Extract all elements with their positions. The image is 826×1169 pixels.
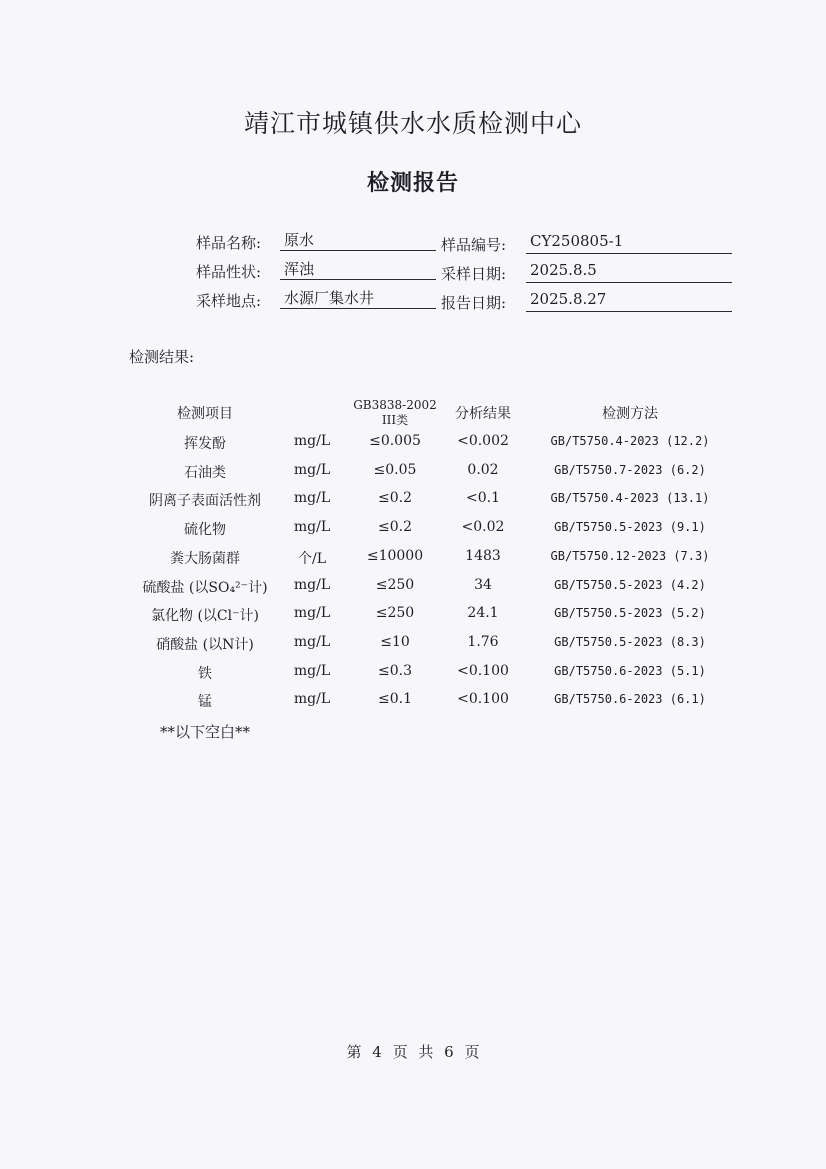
row-method: GB/T5750.5-2023 (5.2): [554, 606, 706, 620]
row-unit: mg/L: [293, 577, 331, 593]
sample-id-value: CY250805-1: [526, 232, 732, 254]
row-result: 34: [474, 577, 492, 593]
row-limit: ≤0.1: [378, 691, 412, 707]
row-item: 阴离子表面活性剂: [149, 493, 261, 509]
row-limit: ≤250: [375, 577, 415, 593]
row-item: 锰: [198, 694, 212, 710]
row-method: GB/T5750.12-2023 (7.3): [550, 549, 710, 563]
row-item: 石油类: [184, 465, 226, 481]
row-limit: ≤250: [375, 605, 415, 621]
sample-name-label: 样品名称:: [196, 234, 262, 252]
row-method: GB/T5750.5-2023 (8.3): [554, 635, 706, 649]
header-item: 检测项目: [177, 406, 233, 422]
sample-location-value: 水源厂集水井: [280, 287, 436, 309]
row-limit: ≤0.005: [369, 433, 421, 449]
row-item: 铁: [198, 666, 212, 682]
row-method: GB/T5750.4-2023 (12.2): [550, 434, 710, 448]
header-standard-line2: III类: [381, 413, 409, 427]
header-standard-line1: GB3838-2002: [353, 398, 437, 412]
row-result: <0.02: [461, 519, 505, 535]
row-limit: ≤0.2: [378, 490, 412, 506]
sample-state-value: 浑浊: [280, 258, 436, 280]
page-number: 第 4 页 共 6 页: [346, 1043, 480, 1061]
row-unit: mg/L: [293, 490, 331, 506]
row-limit: ≤0.2: [378, 519, 412, 535]
row-result: <0.100: [457, 691, 509, 707]
row-result: 24.1: [467, 605, 499, 621]
row-unit: mg/L: [293, 634, 331, 650]
report-org-title: 靖江市城镇供水水质检测中心: [243, 109, 582, 138]
report-date-label: 报告日期:: [441, 294, 507, 312]
report-date-value: 2025.8.27: [526, 290, 732, 312]
row-item: 挥发酚: [184, 436, 226, 452]
row-unit: mg/L: [293, 605, 331, 621]
row-item: 粪大肠菌群: [170, 551, 240, 567]
row-method: GB/T5750.5-2023 (9.1): [554, 520, 706, 534]
row-unit: mg/L: [293, 663, 331, 679]
row-limit: ≤0.3: [378, 663, 412, 679]
row-method: GB/T5750.6-2023 (6.1): [554, 692, 706, 706]
row-unit: mg/L: [293, 462, 331, 478]
row-result: 1.76: [467, 634, 499, 650]
row-result: 0.02: [467, 462, 499, 478]
report-title: 检测报告: [366, 170, 459, 196]
row-result: <0.1: [466, 490, 500, 506]
row-result: <0.002: [457, 433, 509, 449]
row-method: GB/T5750.6-2023 (5.1): [554, 664, 706, 678]
row-method: GB/T5750.7-2023 (6.2): [554, 463, 706, 477]
row-unit: 个/L: [297, 551, 326, 567]
row-item: 硫酸盐 (以SO₄²⁻计): [142, 580, 268, 596]
row-item: 硫化物: [184, 522, 226, 538]
row-limit: ≤10: [380, 634, 410, 650]
header-method: 检测方法: [602, 406, 658, 422]
row-result: 1483: [465, 548, 501, 564]
row-item: 氯化物 (以Cl⁻计): [151, 608, 259, 624]
row-unit: mg/L: [293, 691, 331, 707]
sample-date-value: 2025.8.5: [526, 261, 732, 283]
row-method: GB/T5750.4-2023 (13.1): [550, 491, 710, 505]
results-section-label: 检测结果:: [129, 348, 195, 366]
row-limit: ≤10000: [366, 548, 424, 564]
sample-state-label: 样品性状:: [196, 263, 262, 281]
row-item: 硝酸盐 (以N计): [156, 637, 254, 653]
row-limit: ≤0.05: [373, 462, 417, 478]
header-result: 分析结果: [455, 406, 511, 422]
sample-name-value: 原水: [280, 229, 436, 251]
sample-date-label: 采样日期:: [441, 265, 507, 283]
sample-id-label: 样品编号:: [441, 236, 507, 254]
row-result: <0.100: [457, 663, 509, 679]
sample-location-label: 采样地点:: [196, 292, 262, 310]
row-unit: mg/L: [293, 519, 331, 535]
row-unit: mg/L: [293, 433, 331, 449]
blank-below-note: **以下空白**: [160, 723, 251, 741]
row-method: GB/T5750.5-2023 (4.2): [554, 578, 706, 592]
